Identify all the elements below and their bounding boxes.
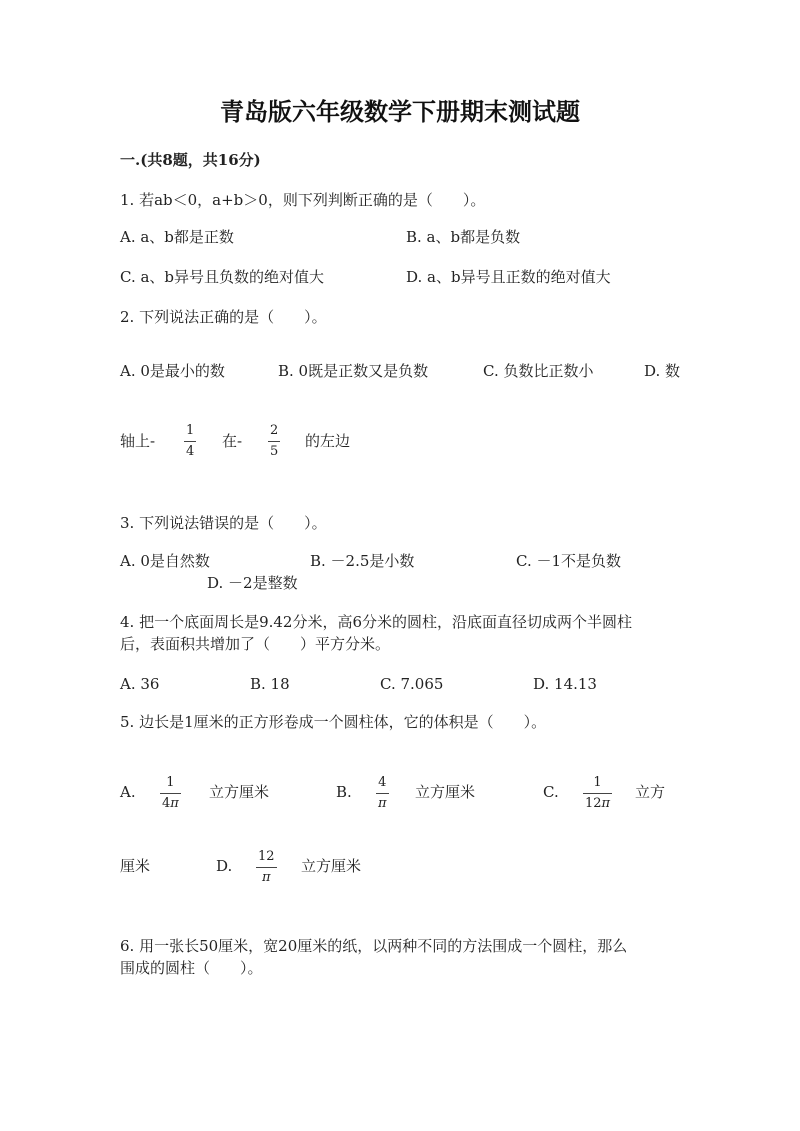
question-5-option-a-label: A. bbox=[120, 783, 136, 801]
fraction-bar bbox=[160, 793, 181, 794]
question-1-option-a: A. a、b都是正数 bbox=[120, 228, 234, 246]
question-5-option-a-unit: 立方厘米 bbox=[209, 783, 270, 801]
fraction-numerator: 1 bbox=[593, 775, 602, 790]
question-5-option-c-unit: 立方 bbox=[635, 783, 666, 801]
fraction-bar bbox=[583, 793, 612, 794]
question-1-stem: 1. 若ab＜0，a+b＞0，则下列判断正确的是（ ）。 bbox=[120, 191, 486, 209]
fraction-numerator: 4 bbox=[378, 775, 387, 790]
question-3-option-d: D. －2是整数 bbox=[207, 574, 298, 592]
question-1-option-b: B. a、b都是负数 bbox=[406, 228, 521, 246]
section-heading: 一.(共8题，共16分) bbox=[120, 151, 261, 169]
fraction-denominator: π bbox=[378, 796, 387, 811]
question-5-stem: 5. 边长是1厘米的正方形卷成一个圆柱体，它的体积是（ ）。 bbox=[120, 713, 547, 731]
fraction-one-quarter bbox=[184, 423, 196, 460]
question-2-option-c: C. 负数比正数小 bbox=[483, 362, 594, 380]
question-4-option-a: A. 36 bbox=[120, 675, 160, 693]
question-2-continuation-mid: 在- bbox=[222, 432, 243, 450]
fraction-denominator: 4π bbox=[162, 796, 179, 811]
fraction-four-over-pi bbox=[376, 775, 389, 812]
fraction-one-over-twelve-pi bbox=[583, 775, 612, 812]
fraction-bar bbox=[256, 867, 277, 868]
question-1-option-d: D. a、b异号且正数的绝对值大 bbox=[406, 268, 611, 286]
question-5-option-b-unit: 立方厘米 bbox=[415, 783, 476, 801]
fraction-denominator: π bbox=[262, 870, 271, 885]
fraction-numerator: 1 bbox=[186, 423, 195, 438]
question-4-option-d: D. 14.13 bbox=[533, 675, 597, 693]
question-2-option-b: B. 0既是正数又是负数 bbox=[278, 362, 429, 380]
question-6-stem-line-2: 围成的圆柱（ ）。 bbox=[120, 959, 263, 977]
question-1-option-c: C. a、b异号且负数的绝对值大 bbox=[120, 268, 325, 286]
fraction-denominator: 4 bbox=[186, 444, 195, 459]
question-4-stem-line-2: 后，表面积共增加了（ ）平方分米。 bbox=[120, 635, 391, 653]
question-3-option-c: C. －1不是负数 bbox=[516, 552, 622, 570]
question-2-continuation-suffix: 的左边 bbox=[305, 432, 351, 450]
question-5-option-b-label: B. bbox=[336, 783, 352, 801]
fraction-numerator: 2 bbox=[270, 423, 279, 438]
question-3-option-b: B. －2.5是小数 bbox=[310, 552, 415, 570]
fraction-numerator: 1 bbox=[166, 775, 175, 790]
page-title: 青岛版六年级数学下册期末测试题 bbox=[220, 97, 580, 126]
question-5-option-d-label: D. bbox=[216, 857, 233, 875]
question-4-option-b: B. 18 bbox=[250, 675, 290, 693]
question-2-option-a: A. 0是最小的数 bbox=[120, 362, 225, 380]
question-6-stem-line-1: 6. 用一张长50厘米，宽20厘米的纸，以两种不同的方法围成一个圆柱，那么 bbox=[120, 937, 628, 955]
fraction-bar bbox=[184, 441, 196, 442]
fraction-twelve-over-pi bbox=[256, 849, 277, 886]
question-3-option-a: A. 0是自然数 bbox=[120, 552, 210, 570]
question-4-stem-line-1: 4. 把一个底面周长是9.42分米，高6分米的圆柱，沿底面直径切成两个半圆柱 bbox=[120, 613, 633, 631]
question-5-continuation: 厘米 bbox=[120, 857, 151, 875]
question-2-continuation-prefix: 轴上- bbox=[120, 432, 156, 450]
fraction-one-over-four-pi bbox=[160, 775, 181, 812]
fraction-two-fifths bbox=[268, 423, 280, 460]
fraction-denominator: 5 bbox=[270, 444, 279, 459]
question-2-stem: 2. 下列说法正确的是（ ）。 bbox=[120, 308, 327, 326]
fraction-bar bbox=[268, 441, 280, 442]
fraction-bar bbox=[376, 793, 389, 794]
fraction-numerator: 12 bbox=[258, 849, 275, 864]
question-4-option-c: C. 7.065 bbox=[380, 675, 444, 693]
question-5-option-c-label: C. bbox=[543, 783, 559, 801]
question-2-option-d: D. 数 bbox=[644, 362, 681, 380]
question-3-stem: 3. 下列说法错误的是（ ）。 bbox=[120, 514, 327, 532]
question-5-option-d-unit: 立方厘米 bbox=[301, 857, 362, 875]
fraction-denominator: 12π bbox=[585, 796, 611, 811]
